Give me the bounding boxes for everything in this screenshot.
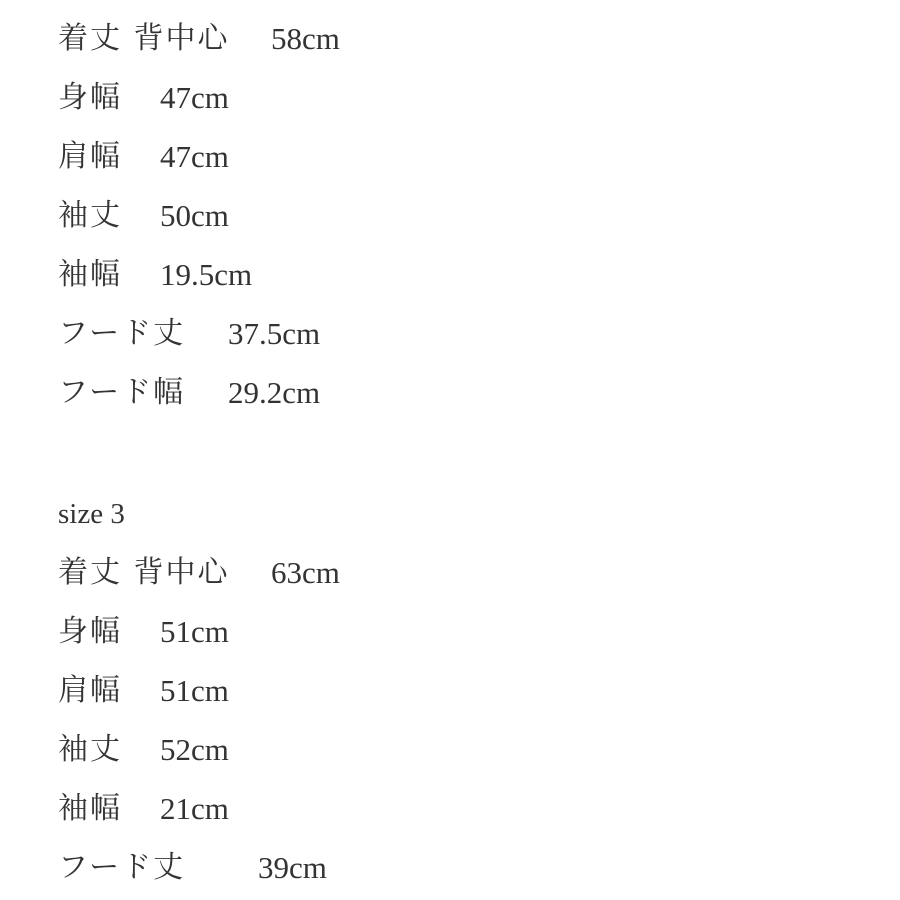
measurement-value: 58cm: [271, 21, 340, 56]
measurement-row-body-width: [58, 610, 229, 654]
measurement-label: 肩幅: [58, 139, 122, 174]
measurement-value: 39cm: [258, 850, 327, 885]
measurement-row-sleeve-width: [58, 787, 229, 831]
measurement-row-shoulder-width: [58, 135, 229, 179]
measurement-row-shoulder-width: [58, 669, 229, 713]
measurement-label: フード丈: [58, 316, 186, 351]
measurement-row-hood-length: [58, 312, 321, 356]
measurement-label: 袖丈: [58, 198, 122, 233]
measurement-value: 21cm: [160, 791, 229, 826]
measurement-row-sleeve-length: [58, 728, 229, 772]
measurement-row-hood-width: [58, 371, 321, 415]
measurement-value: 37.5cm: [228, 316, 321, 351]
measurement-value: 47cm: [160, 139, 229, 174]
measurement-label: フード幅: [58, 375, 186, 410]
measurement-value: 63cm: [271, 555, 340, 590]
measurement-label: 身幅: [58, 80, 122, 115]
measurement-label: 身幅: [58, 614, 122, 649]
measurement-value: 50cm: [160, 198, 229, 233]
measurement-value: 19.5cm: [160, 257, 253, 292]
measurement-row-sleeve-length: [58, 194, 229, 238]
size-heading: size 3: [58, 498, 125, 530]
measurement-row-length-back-center: [58, 551, 340, 595]
measurement-label: 肩幅: [58, 673, 122, 708]
measurement-row-hood-length: [58, 846, 327, 890]
measurement-value: 51cm: [160, 614, 229, 649]
measurement-value: 51cm: [160, 673, 229, 708]
measurement-label: 着丈 背中心: [58, 21, 230, 56]
measurement-value: 29.2cm: [228, 375, 321, 410]
measurement-label: 袖幅: [58, 791, 122, 826]
measurement-label: 袖丈: [58, 732, 122, 767]
measurement-row-body-width: [58, 76, 229, 120]
measurement-label: 着丈 背中心: [58, 555, 230, 590]
measurement-value: 47cm: [160, 80, 229, 115]
measurement-row-length-back-center: [58, 17, 340, 61]
measurement-value: 52cm: [160, 732, 229, 767]
measurement-row-sleeve-width: [58, 253, 253, 297]
measurement-label: 袖幅: [58, 257, 122, 292]
measurement-label: フード丈: [58, 850, 186, 885]
